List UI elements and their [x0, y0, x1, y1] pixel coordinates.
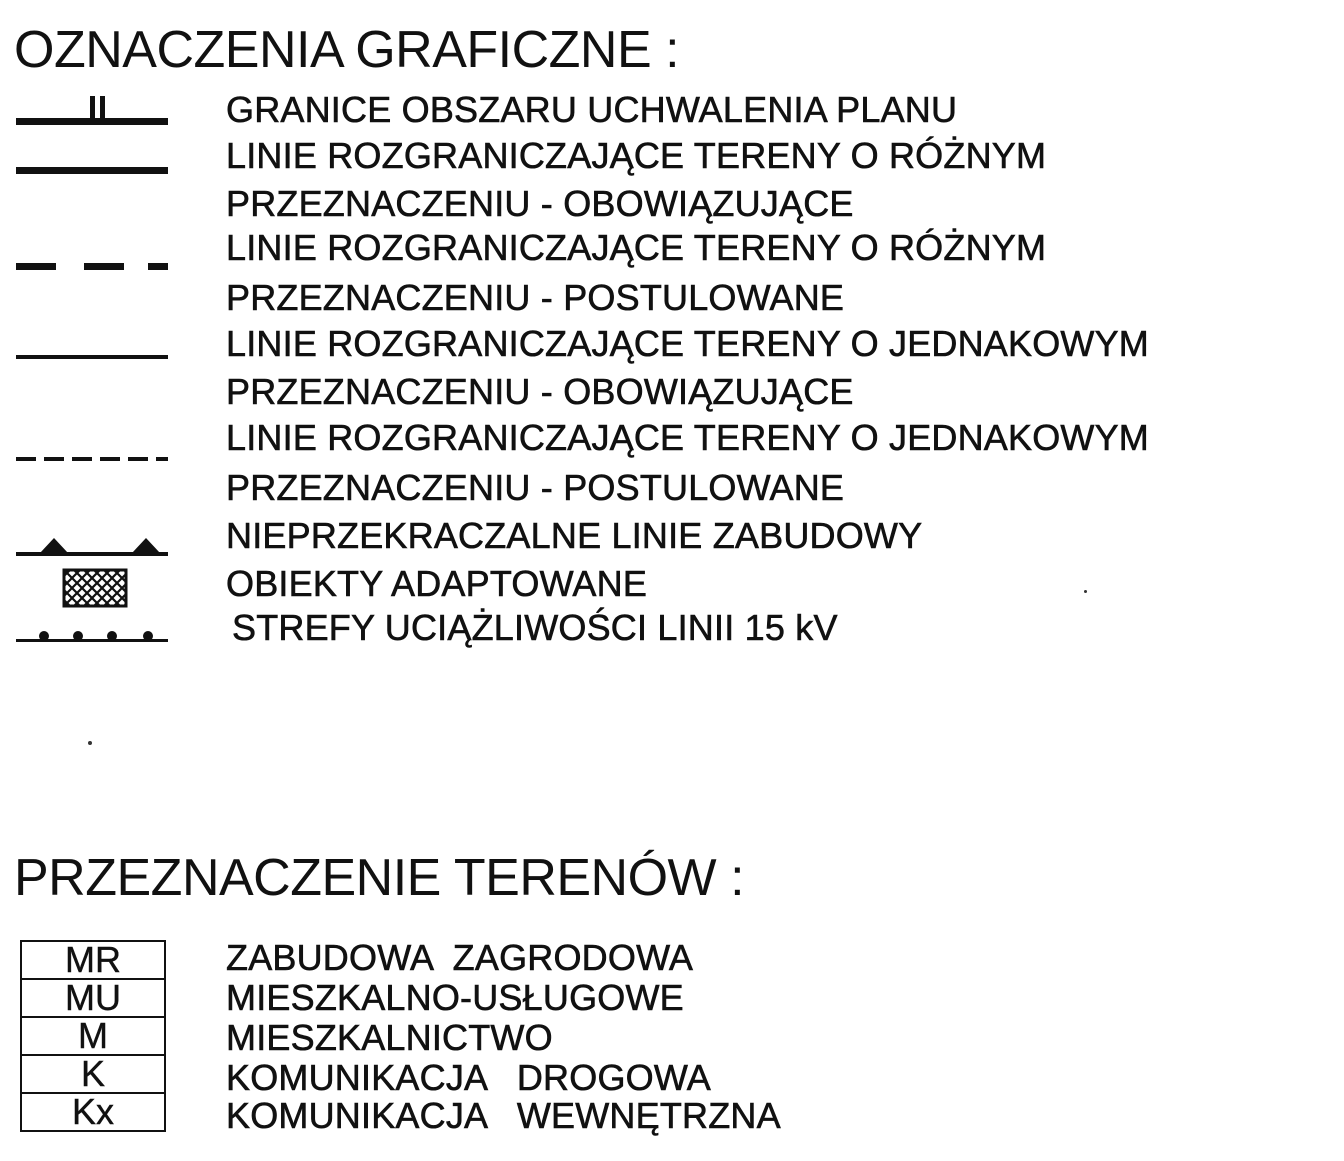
land-use-label-k: KOMUNIKACJA DROGOWA	[226, 1057, 711, 1098]
thick-dashed-line-icon	[16, 260, 168, 274]
legend-label-thin-dashed-1: LINIE ROZGRANICZAJĄCE TERENY O JEDNAKOWYM	[226, 417, 1150, 458]
legend-label-thin-solid-1: LINIE ROZGRANICZAJĄCE TERENY O JEDNAKOWYM	[226, 323, 1150, 364]
land-use-code: MU	[21, 979, 165, 1017]
thin-solid-line-icon	[16, 352, 168, 362]
land-use-code: Kx	[21, 1093, 165, 1131]
legend-label-building-line: NIEPRZEKRACZALNE LINIE ZABUDOWY	[226, 515, 923, 556]
land-use-title: PRZEZNACZENIE TERENÓW :	[14, 849, 745, 907]
legend-label-power-line-zone: STREFY UCIĄŻLIWOŚCI LINII 15 kV	[232, 607, 838, 648]
scan-speck	[1084, 590, 1087, 593]
table-row	[21, 979, 165, 1017]
land-use-label-mr: ZABUDOWA ZAGRODOWA	[226, 937, 694, 978]
table-row	[21, 1093, 165, 1131]
graphic-legend-title: OZNACZENIA GRAFICZNE :	[14, 21, 680, 79]
legend-label-thin-dashed-2: PRZEZNACZENIU - POSTULOWANE	[226, 467, 845, 508]
legend-label-thick-solid-1: LINIE ROZGRANICZAJĄCE TERENY O RÓŻNYM	[226, 135, 1047, 176]
land-use-code: K	[21, 1055, 165, 1093]
land-use-code: MR	[21, 941, 165, 979]
thick-solid-line-icon	[16, 164, 168, 178]
power-line-zone-icon	[16, 624, 168, 648]
table-row	[21, 941, 165, 979]
legend-label-plan-boundary: GRANICE OBSZARU UCHWALENIA PLANU	[226, 89, 958, 130]
land-use-code: M	[21, 1017, 165, 1055]
legend-label-thick-solid-2: PRZEZNACZENIU - OBOWIĄZUJĄCE	[226, 183, 854, 224]
legend-label-adapted-objects: OBIEKTY ADAPTOWANE	[226, 563, 648, 604]
legend-label-thick-dashed-1: LINIE ROZGRANICZAJĄCE TERENY O RÓŻNYM	[226, 227, 1047, 268]
land-use-label-kx: KOMUNIKACJA WEWNĘTRZNA	[226, 1095, 781, 1136]
land-use-label-mu: MIESZKALNO-USŁUGOWE	[226, 977, 684, 1018]
cross-hatched-box-icon	[62, 568, 128, 608]
land-use-label-m: MIESZKALNICTWO	[226, 1017, 553, 1058]
legend-label-thin-solid-2: PRZEZNACZENIU - OBOWIĄZUJĄCE	[226, 371, 854, 412]
table-row	[21, 1055, 165, 1093]
thin-dashed-line-icon	[16, 454, 168, 464]
table-row	[21, 1017, 165, 1055]
scan-speck	[88, 741, 92, 745]
building-line-triangle-icon	[16, 532, 168, 560]
land-use-code-table	[20, 940, 166, 1132]
plan-boundary-line-icon	[16, 94, 168, 134]
legend-label-thick-dashed-2: PRZEZNACZENIU - POSTULOWANE	[226, 277, 845, 318]
